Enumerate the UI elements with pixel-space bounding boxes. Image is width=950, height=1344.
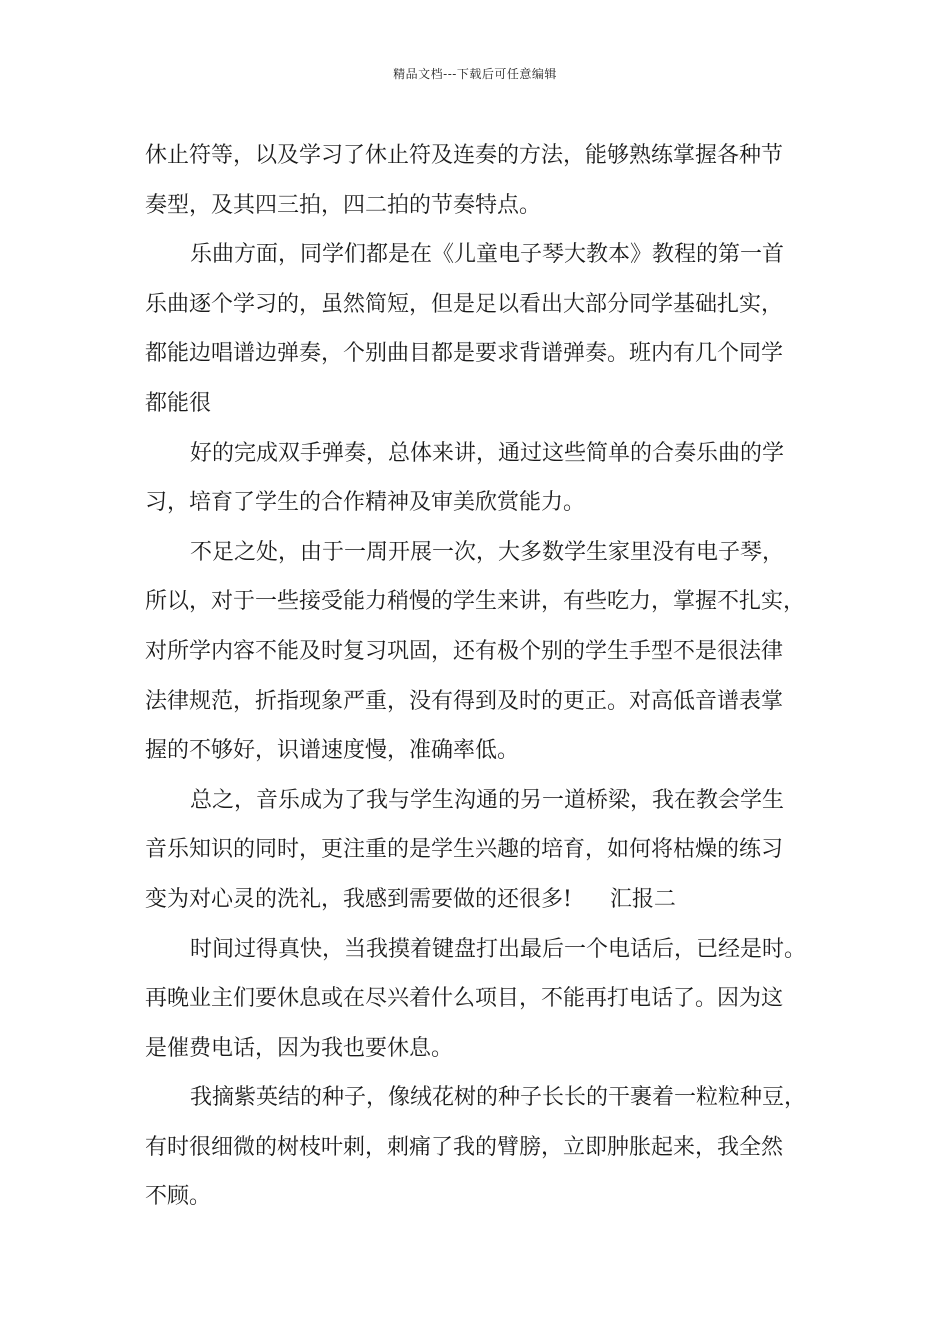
line-text: 奏型，及其四三拍，四二拍的节奏特点。 — [145, 192, 542, 218]
line-text: 都能很 — [145, 390, 212, 416]
line-text: 音乐知识的同时，更注重的是学生兴趣的培育，如何将枯燥的练习 — [145, 837, 784, 863]
line-text: 再晚业主们要休息或在尽兴着什么项目，不能再打电话了。因为这 — [145, 986, 784, 1012]
page-header: 精品文档---下载后可任意编辑 — [393, 67, 557, 81]
text-line — [145, 181, 825, 231]
text-line — [145, 677, 825, 727]
paragraph-start-line — [145, 1073, 825, 1123]
line-text: 时间过得真快，当我摸着键盘打出最后一个电话后，已经是时。 — [190, 936, 807, 962]
text-line — [145, 379, 825, 429]
line-text: 所以，对于一些接受能力稍慢的学生来讲，有些吃力，掌握不扎实， — [145, 589, 806, 615]
text-line — [145, 825, 825, 875]
text-line — [145, 478, 825, 528]
text-line — [145, 1123, 825, 1173]
line-text: 是催费电话，因为我也要休息。 — [145, 1035, 454, 1061]
line-text: 对所学内容不能及时复习巩固，还有极个别的学生手型不是很法律 — [145, 638, 784, 664]
line-text: 休止符等，以及学习了休止符及连奏的方法，能够熟练掌握各种节 — [145, 143, 784, 168]
line-text: 有时很细微的树枝叶刺，刺痛了我的臂膀，立即肿胀起来，我全然 — [145, 1134, 784, 1160]
line-text: 总之，音乐成为了我与学生沟通的另一道桥梁，我在教会学生 — [190, 787, 785, 813]
text-line — [145, 577, 825, 627]
text-line — [145, 1024, 825, 1074]
line-text: 乐曲方面，同学们都是在《儿童电子琴大教本》教程的第一首 — [190, 242, 785, 268]
paragraph-start-line — [145, 230, 825, 280]
text-line — [145, 280, 825, 330]
line-text: 不顾。 — [145, 1184, 212, 1210]
text-line — [145, 974, 825, 1024]
text-line — [145, 627, 825, 677]
line-text: 变为对心灵的洗礼，我感到需要做的还很多! — [145, 886, 572, 912]
line-text: 不足之处，由于一周开展一次，大多数学生家里没有电子琴， — [190, 539, 785, 565]
text-line — [145, 131, 825, 181]
paragraph-start-line — [145, 429, 825, 479]
paragraph-start-line — [145, 776, 825, 826]
document-body — [145, 131, 825, 1222]
line-text: 好的完成双手弹奏，总体来讲，通过这些简单的合奏乐曲的学 — [190, 440, 785, 466]
line-text: 法律规范，折指现象严重，没有得到及时的更正。对高低音谱表掌 — [145, 688, 784, 714]
text-line — [145, 875, 825, 925]
text-line — [145, 1172, 825, 1222]
paragraph-start-line — [145, 528, 825, 578]
line-text: 乐曲逐个学习的，虽然简短，但是足以看出大部分同学基础扎实， — [145, 291, 784, 317]
line-text: 握的不够好，识谱速度慢，准确率低。 — [145, 738, 520, 764]
section-heading: 汇报二 — [609, 886, 676, 912]
line-text: 习，培育了学生的合作精神及审美欣赏能力。 — [145, 490, 586, 516]
paragraph-start-line — [145, 925, 825, 975]
text-line — [145, 726, 825, 776]
line-text: 我摘紫英结的种子，像绒花树的种子长长的干裹着一粒粒种豆， — [190, 1085, 807, 1111]
text-line — [145, 329, 825, 379]
line-text: 都能边唱谱边弹奏，个别曲目都是要求背谱弹奏。班内有几个同学 — [145, 341, 784, 367]
